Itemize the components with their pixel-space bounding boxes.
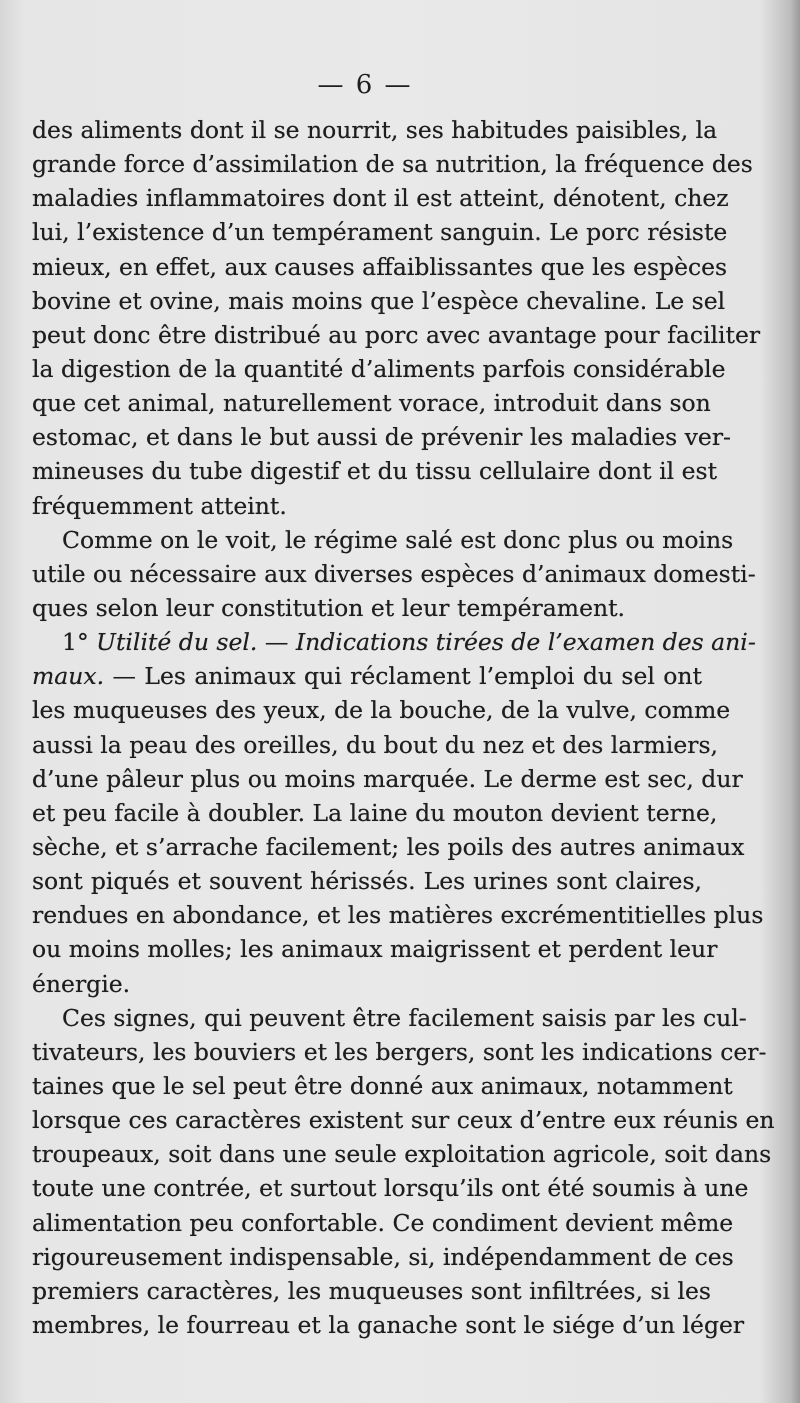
text-line: Ces signes, qui peuvent être facilement saisis par les cul-	[62, 1003, 747, 1032]
text-line: sont piqués et souvent hérissés. Les urines sont claires,	[32, 867, 702, 896]
body-text	[32, 113, 775, 1342]
text-line: et peu facile à doubler. La laine du mouton devient terne,	[32, 798, 718, 827]
text-line: alimentation peu confortable. Ce condiment devient même	[32, 1208, 734, 1237]
text-line: que cet animal, naturellement vorace, introduit dans son	[32, 389, 711, 418]
text-line: sèche, et s’arrache facilement; les poils des autres animaux	[32, 832, 745, 861]
text-line: membres, le fourreau et la ganache sont le siége d’un léger	[32, 1310, 745, 1339]
text-line: des aliments dont il se nourrit, ses habitudes paisibles, la	[32, 116, 718, 144]
page-number: — 6 —	[317, 70, 413, 100]
text-line: ques selon leur constitution et leur tempérament.	[32, 593, 626, 622]
text-line: toute une contrée, et surtout lorsqu’ils ont été soumis à une	[32, 1174, 749, 1203]
text-line: maladies inflammatoires dont il est atteint, dénotent, chez	[32, 184, 729, 213]
text-line: ou moins molles; les animaux maigrissent et perdent leur	[32, 935, 718, 964]
text-line: taines que le sel peut être donné aux animaux, notamment	[32, 1071, 733, 1100]
text-line: les muqueuses des yeux, de la bouche, de la vulve, comme	[32, 696, 731, 725]
text-line: peut donc être distribué au porc avec avantage pour faciliter	[32, 320, 761, 349]
text-line: la digestion de la quantité d’aliments parfois considérable	[32, 354, 726, 383]
italic-segment: Indications tirées de l’examen des ani-	[295, 628, 756, 657]
text-line: premiers caractères, les muqueuses sont infiltrées, si les	[32, 1276, 711, 1305]
italic-segment: Utilité du sel.	[96, 628, 258, 657]
text-line: bovine et ovine, mais moins que l’espèce chevaline. Le sel	[32, 286, 726, 315]
text-line: Comme on le voit, le régime salé est donc plus ou moins	[62, 525, 734, 554]
text-line: énergie.	[32, 969, 131, 998]
text-line: grande force d’assimilation de sa nutrition, la fréquence des	[32, 150, 753, 179]
text-line	[32, 625, 756, 659]
text-line: mineuses du tube digestif et du tissu cellulaire dont il est	[32, 457, 718, 486]
text-segment: —	[257, 628, 296, 657]
text-line: troupeaux, soit dans une seule exploitation agricole, soit dans	[32, 1140, 772, 1169]
italic-segment: maux.	[32, 662, 105, 691]
text-line: aussi la peau des oreilles, du bout du nez et des larmiers,	[32, 730, 718, 759]
text-line: lorsque ces caractères existent sur ceux d’entre eux réunis en	[32, 1106, 775, 1135]
text-line: d’une pâleur plus ou moins marquée. Le derme est sec, dur	[32, 764, 743, 793]
text-line: utile ou nécessaire aux diverses espèces d’animaux domesti-	[32, 559, 756, 588]
text-line: lui, l’existence d’un tempérament sanguin. Le porc résiste	[32, 218, 728, 247]
text-line: mieux, en effet, aux causes affaiblissantes que les espèces	[32, 252, 728, 281]
text-segment: — Les animaux qui réclament l’emploi du sel ont	[104, 662, 702, 691]
text-line: fréquemment atteint.	[32, 491, 287, 520]
text-line: tivateurs, les bouviers et les bergers, sont les indications cer-	[32, 1037, 767, 1066]
text-line: rendues en abondance, et les matières excrémentitielles plus	[32, 901, 764, 930]
text-line: rigoureusement indispensable, si, indépendamment de ces	[32, 1242, 734, 1271]
text-line: estomac, et dans le but aussi de prévenir les maladies ver-	[32, 423, 731, 452]
text-line	[32, 659, 702, 693]
text-segment: 1°	[62, 628, 97, 657]
